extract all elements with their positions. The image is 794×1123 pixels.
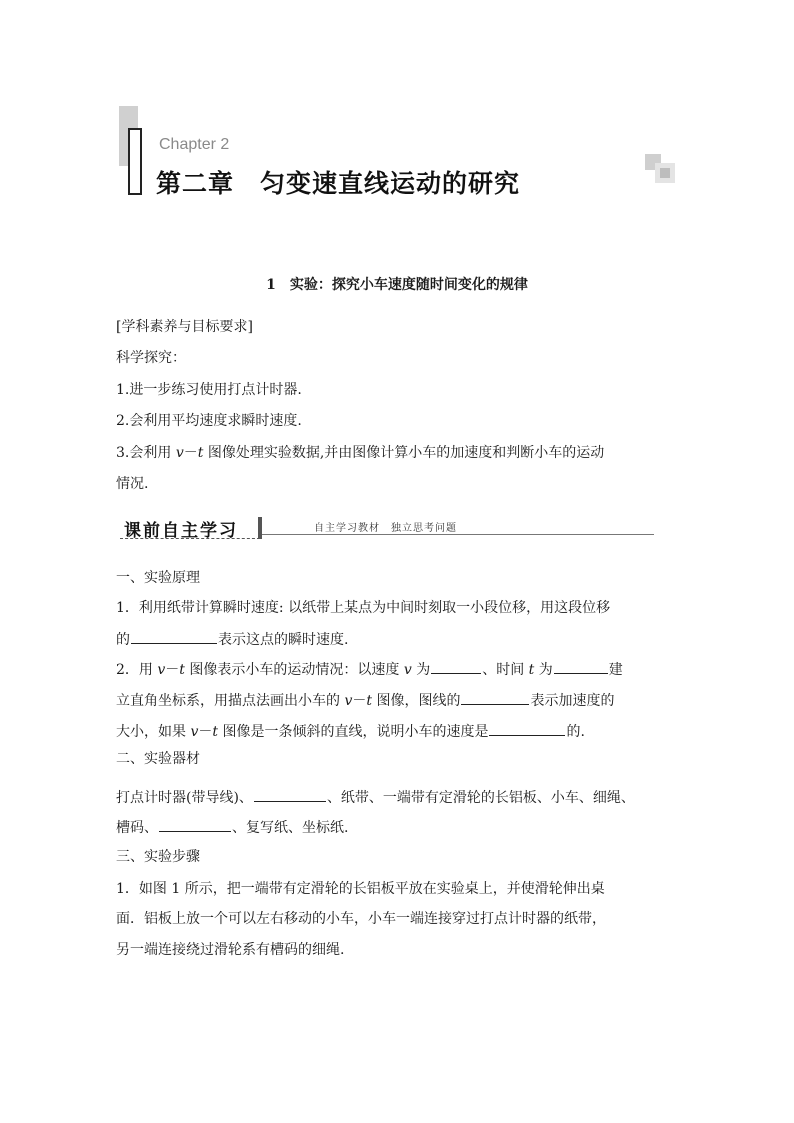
text: 、复写纸、坐标纸. xyxy=(232,820,349,836)
text: 2．用 xyxy=(116,662,158,678)
text: 大小，如果 xyxy=(116,724,191,740)
banner-subtitle: 自主学习教材 独立思考问题 xyxy=(314,523,457,534)
time-symbol: t xyxy=(179,662,185,678)
heading-steps: 三、实验步骤 xyxy=(116,849,200,865)
fill-blank[interactable] xyxy=(461,689,529,705)
text: 图像表示小车的运动情况：以速度 xyxy=(184,662,404,678)
time-symbol: t xyxy=(197,445,204,461)
heading-equipment: 二、实验器材 xyxy=(116,751,200,767)
velocity-symbol: v xyxy=(157,662,166,678)
paragraph-line xyxy=(116,816,348,838)
text: 的 xyxy=(116,632,130,648)
dash: － xyxy=(198,724,213,740)
paragraph-line: 1．如图 1 所示，把一端带有定滑轮的长铝板平放在实验桌上，并使滑轮伸出桌 xyxy=(116,881,605,897)
text: 立直角坐标系，用描点法画出小车的 xyxy=(116,693,345,709)
velocity-symbol: v xyxy=(344,693,353,709)
text: 、纸带、一端带有定滑轮的长铝板、小车、细绳、 xyxy=(326,790,635,806)
fill-blank[interactable] xyxy=(159,816,231,832)
velocity-symbol: v xyxy=(175,445,184,461)
goal-item-continuation: 情况. xyxy=(116,476,149,492)
chapter-title: 第二章 匀变速直线运动的研究 xyxy=(156,169,521,198)
fill-blank[interactable] xyxy=(431,658,481,674)
text: 为 xyxy=(411,662,431,678)
goals-heading: [学科素养与目标要求] xyxy=(116,319,253,335)
goal-item-text: 图像处理实验数据,并由图像计算小车的加速度和判断小车的运动 xyxy=(203,445,605,461)
time-symbol: t xyxy=(366,693,373,709)
paragraph-line xyxy=(116,658,623,680)
text: 建 xyxy=(608,662,623,678)
fill-blank[interactable] xyxy=(554,658,608,674)
velocity-symbol: v xyxy=(403,662,412,678)
banner-divider-bar xyxy=(258,517,262,539)
paragraph-line: 面．铝板上放一个可以左右移动的小车，小车一端连接穿过打点计时器的纸带， xyxy=(116,911,606,927)
time-symbol: t xyxy=(528,662,535,678)
section-title: 1 实验：探究小车速度随时间变化的规律 xyxy=(266,277,528,293)
text: 、时间 xyxy=(482,662,529,678)
corner-decoration-square xyxy=(660,168,670,178)
paragraph-line: 另一端连接绕过滑轮系有槽码的细绳. xyxy=(116,942,345,958)
goals-category: 科学探究： xyxy=(116,350,186,366)
dash: － xyxy=(165,662,180,678)
goal-item xyxy=(116,443,604,463)
text: 表示加速度的 xyxy=(530,693,615,709)
fill-blank[interactable] xyxy=(131,628,217,644)
text: 图像是一条倾斜的直线，说明小车的速度是 xyxy=(218,724,489,740)
chapter-label: Chapter 2 xyxy=(159,136,230,153)
paragraph-line xyxy=(116,689,614,711)
goal-item: 2.会利用平均速度求瞬时速度. xyxy=(116,413,302,429)
banner-title-underline xyxy=(120,538,260,539)
time-symbol: t xyxy=(212,724,219,740)
goal-item: 1.进一步练习使用打点计时器. xyxy=(116,382,302,398)
text: 为 xyxy=(534,662,553,678)
dash: － xyxy=(183,445,198,461)
dash: － xyxy=(352,693,367,709)
banner-rule xyxy=(262,534,654,535)
fill-blank[interactable] xyxy=(489,720,565,736)
heading-principle: 一、实验原理 xyxy=(116,570,200,586)
text: 槽码、 xyxy=(116,820,158,836)
velocity-symbol: v xyxy=(190,724,199,740)
banner-title: 课前自主学习 xyxy=(124,521,238,541)
fill-blank[interactable] xyxy=(254,786,326,802)
text: 图像，图线的 xyxy=(372,693,461,709)
text: 表示这点的瞬时速度. xyxy=(218,632,349,648)
text: 的. xyxy=(566,724,585,740)
paragraph-line xyxy=(116,628,348,650)
paragraph-line: 1．利用纸带计算瞬时速度: 以纸带上某点为中间时刻取一小段位移，用这段位移 xyxy=(116,600,611,616)
paragraph-line xyxy=(116,720,585,742)
chapter-decoration-frame xyxy=(128,128,142,195)
goal-item-text: 3.会利用 xyxy=(116,445,176,461)
text: 打点计时器(带导线)、 xyxy=(116,790,253,806)
paragraph-line xyxy=(116,786,635,808)
